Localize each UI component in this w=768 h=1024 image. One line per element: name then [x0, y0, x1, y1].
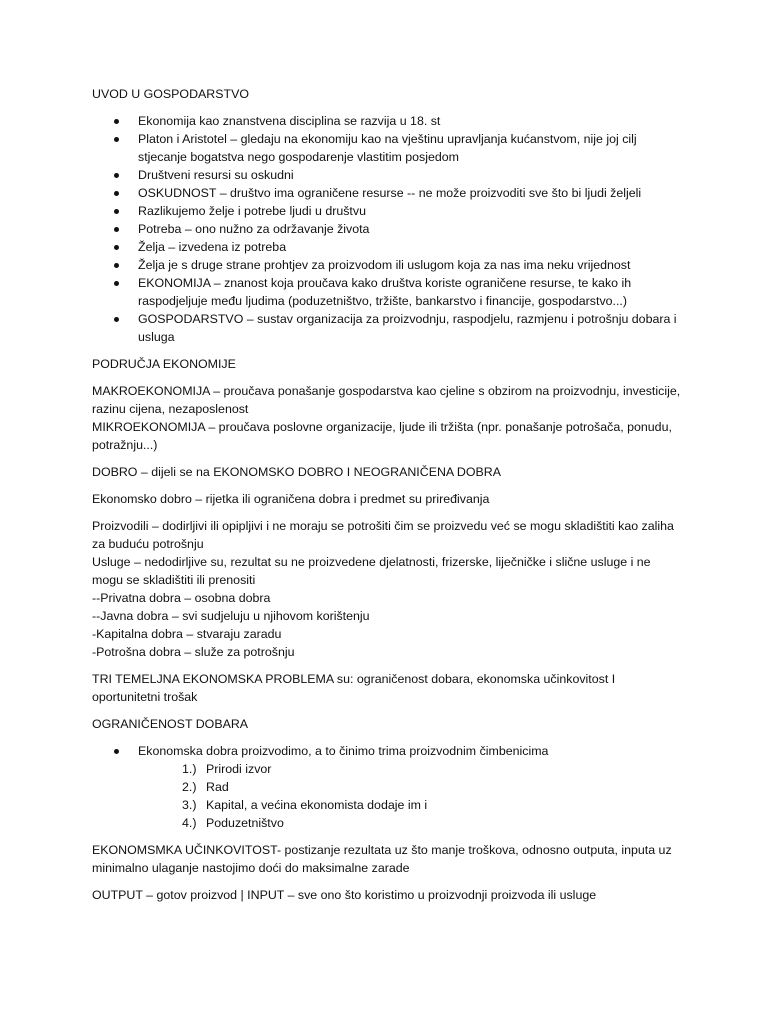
section-title-uvod: UVOD U GOSPODARSTVO: [92, 87, 249, 101]
list-item: Želja – izvedena iz potreba: [92, 238, 684, 256]
tri-temeljna-paragraph: TRI TEMELJNA EKONOMSKA PROBLEMA su: ograničenost dobara, ekonomska učinkovitost I oportunitetni trošak: [92, 672, 616, 704]
list-item: 2.) Rad: [182, 780, 229, 794]
proizvodi-line: Proizvodili – dodirljivi ili opipljivi i ne moraju se potrošiti čim se proizvedu već se mogu skladištiti kao zaliha za buduću potrošnju: [92, 519, 674, 551]
macro-definition: MAKROEKONOMIJA – proučava ponašanje gospodarstva kao cjeline s obzirom na proizvodnju, investicije, razinu cijena, nezaposlenost: [92, 384, 681, 416]
list-item: 4.) Poduzetništvo: [182, 816, 284, 830]
intro-bullet-list: [92, 112, 684, 346]
dobro-paragraph: DOBRO – dijeli se na EKONOMSKO DOBRO I NEOGRANIČENA DOBRA: [92, 465, 501, 479]
factors-list: [92, 760, 684, 832]
list-item: OSKUDNOST – društvo ima ograničene resurse -- ne može proizvoditi sve što bi ljudi željeli: [92, 184, 684, 202]
document-content: [92, 85, 684, 913]
bullet-icon: [114, 191, 119, 196]
list-item: Platon i Aristotel – gledaju na ekonomiju kao na vještinu upravljanja kućanstvom, nije joj cilj stjecanje bogatstva nego gospodarenje vlastitim posjedom: [92, 130, 684, 166]
privatna-dobra-line: --Privatna dobra – osobna dobra: [92, 591, 271, 605]
list-item: EKONOMIJA – znanost koja proučava kako društva koriste ograničene resurse, te kako ih raspodjeljuje među ljudima (poduzetništvo, tržište, bankarstvo i financije, gospodarstvo...): [92, 274, 684, 310]
bullet-icon: [114, 119, 119, 124]
list-item: Razlikujemo želje i potrebe ljudi u društvu: [92, 202, 684, 220]
ogranicenost-bullet-list: [92, 742, 684, 832]
javna-dobra-line: --Javna dobra – svi sudjeluju u njihovom korištenju: [92, 609, 370, 623]
list-item: Društveni resursi su oskudni: [92, 166, 684, 184]
section-title-podrucja: PODRUČJA EKONOMIJE: [92, 357, 236, 371]
ekonomsko-dobro-paragraph: Ekonomsko dobro – rijetka ili ograničena dobra i predmet su priređivanja: [92, 492, 490, 506]
usluge-line: Usluge – nedodirljive su, rezultat su ne proizvedene djelatnosti, frizerske, liječničke i slične usluge i ne mogu se skladištiti ili prenositi: [92, 555, 651, 587]
micro-definition: MIKROEKONOMIJA – proučava poslovne organizacije, ljude ili tržišta (npr. ponašanje potrošača, ponudu, potražnju...): [92, 420, 672, 452]
bullet-icon: [114, 245, 119, 250]
list-item: 1.) Prirodi izvor: [182, 762, 272, 776]
bullet-icon: [114, 263, 119, 268]
bullet-icon: [114, 137, 119, 142]
list-item: Potreba – ono nužno za održavanje života: [92, 220, 684, 238]
list-item: 3.) Kapital, a većina ekonomista dodaje im i: [182, 798, 428, 812]
output-input-paragraph: OUTPUT – gotov proizvod | INPUT – sve ono što koristimo u proizvodnji proizvoda ili usluge: [92, 888, 597, 902]
bullet-icon: [114, 281, 119, 286]
list-item: GOSPODARSTVO – sustav organizacija za proizvodnju, raspodjelu, razmjenu i potrošnju dobara i usluga: [92, 310, 684, 346]
goods-types-paragraph: [92, 517, 684, 661]
bullet-icon: [114, 227, 119, 232]
list-item: Želja je s druge strane prohtjev za proizvodom ili uslugom koja za nas ima neku vrijednost: [92, 256, 684, 274]
ucinkovitost-paragraph: EKONOMSMKA UČINKOVITOST- postizanje rezultata uz što manje troškova, odnosno outputa, inputa uz minimalno ulaganje nastojimo doći do maksimalne zarade: [92, 843, 672, 875]
macro-micro-paragraph: [92, 382, 684, 454]
bullet-icon: [114, 317, 119, 322]
potrosna-dobra-line: -Potrošna dobra – služe za potrošnju: [92, 645, 295, 659]
bullet-icon: [114, 209, 119, 214]
section-title-ogranicenost: OGRANIČENOST DOBARA: [92, 717, 249, 731]
kapitalna-dobra-line: -Kapitalna dobra – stvaraju zaradu: [92, 627, 282, 641]
bullet-icon: [114, 173, 119, 178]
list-item: Ekonomija kao znanstvena disciplina se razvija u 18. st: [92, 112, 684, 130]
bullet-icon: [114, 749, 119, 754]
list-item: Ekonomska dobra proizvodimo, a to činimo trima proizvodnim čimbenicima 1.) Prirodi izvor 2.) Rad 3.) Kapital, a većina ekonomista dodaje im i 4.) Poduzetništvo: [92, 742, 684, 832]
